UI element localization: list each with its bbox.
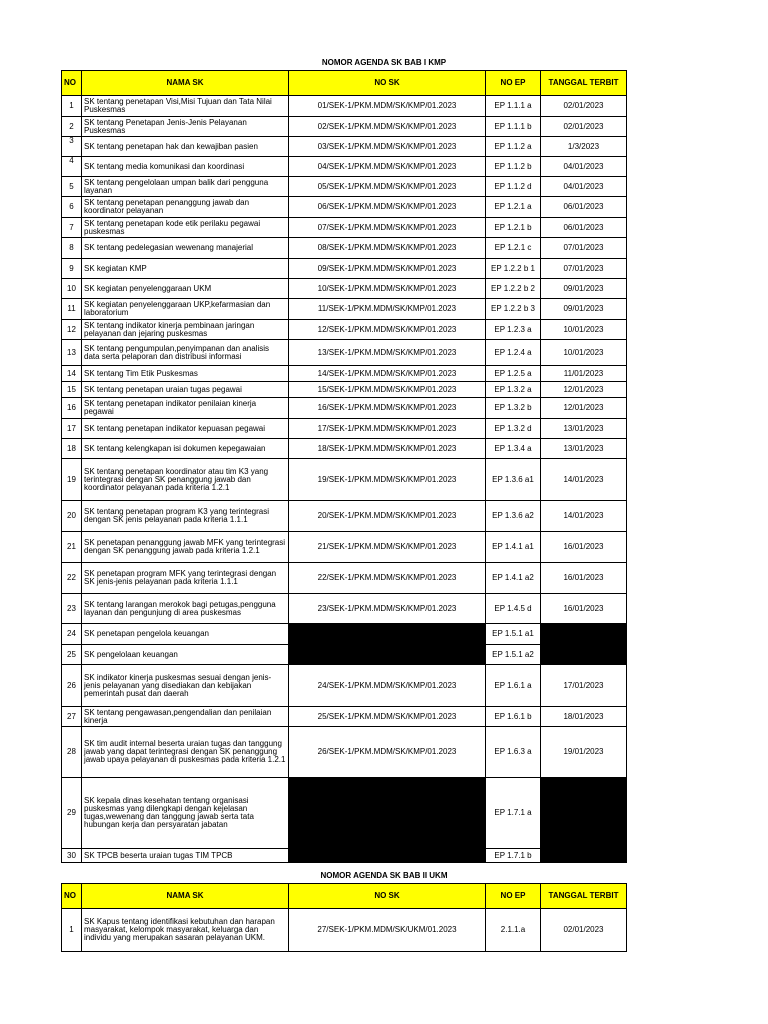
table-row — [62, 117, 627, 137]
cell-no-ep: EP 1.1.1 b — [486, 117, 541, 137]
cell-tanggal-terbit — [541, 778, 627, 849]
cell-nama-sk: SK TPCB beserta uraian tugas TIM TPCB — [82, 849, 289, 863]
table-row — [62, 197, 627, 218]
header-row — [62, 71, 627, 96]
cell-nama-sk: SK kepala dinas kesehatan tentang organisasi puskesmas yang dilengkapi dengan kejelasan tugas,wewenang dan tanggung jawab serta tata hubungan kerja dan persyaratan jabatan — [82, 778, 289, 849]
table-row — [62, 238, 627, 259]
cell-no-ep: 2.1.1.a — [486, 909, 541, 952]
cell-no: 21 — [62, 532, 82, 563]
cell-no: 19 — [62, 459, 82, 501]
cell-nama-sk: SK penetapan pengelola keuangan — [82, 624, 289, 645]
cell-no-ep: EP 1.6.3 a — [486, 727, 541, 778]
cell-no: 18 — [62, 439, 82, 459]
cell-tanggal-terbit — [541, 849, 627, 863]
table-row — [62, 137, 627, 157]
cell-no-sk: 16/SEK-1/PKM.MDM/SK/KMP/01.2023 — [289, 398, 486, 419]
cell-tanggal-terbit: 14/01/2023 — [541, 501, 627, 532]
cell-tanggal-terbit: 18/01/2023 — [541, 707, 627, 727]
cell-no: 15 — [62, 382, 82, 398]
cell-no: 20 — [62, 501, 82, 532]
cell-tanggal-terbit: 04/01/2023 — [541, 177, 627, 197]
cell-tanggal-terbit: 16/01/2023 — [541, 563, 627, 594]
cell-no-ep: EP 1.3.2 d — [486, 419, 541, 439]
table-row — [62, 340, 627, 366]
cell-nama-sk: SK tentang pengumpulan,penyimpanan dan analisis data serta pelaporan dan distribusi informasi — [82, 340, 289, 366]
cell-no-sk: 21/SEK-1/PKM.MDM/SK/KMP/01.2023 — [289, 532, 486, 563]
table-row — [62, 299, 627, 320]
cell-no: 23 — [62, 594, 82, 624]
cell-no: 11 — [62, 299, 82, 320]
cell-no-ep: EP 1.5.1 a2 — [486, 645, 541, 665]
cell-nama-sk: SK tentang media komunikasi dan koordinasi — [82, 157, 289, 177]
cell-no-ep: EP 1.2.2 b 1 — [486, 259, 541, 279]
sk-table-ukm — [61, 883, 627, 952]
cell-nama-sk: SK tentang penetapan Visi,Misi Tujuan dan Tata Nilai Puskesmas — [82, 96, 289, 117]
table-row — [62, 177, 627, 197]
section2-title: NOMOR AGENDA SK BAB II UKM — [320, 871, 448, 880]
header-no: NO — [62, 71, 82, 96]
cell-no: 7 — [62, 218, 82, 238]
cell-no: 14 — [62, 366, 82, 382]
cell-tanggal-terbit: 10/01/2023 — [541, 320, 627, 340]
cell-no-sk: 09/SEK-1/PKM.MDM/SK/KMP/01.2023 — [289, 259, 486, 279]
cell-no: 1 — [62, 909, 82, 952]
header-no: NO — [62, 884, 82, 909]
table-row — [62, 563, 627, 594]
cell-no: 8 — [62, 238, 82, 259]
cell-no-sk: 25/SEK-1/PKM.MDM/SK/KMP/01.2023 — [289, 707, 486, 727]
cell-no-ep: EP 1.2.2 b 2 — [486, 279, 541, 299]
cell-nama-sk: SK tentang penetapan kode etik perilaku pegawai puskesmas — [82, 218, 289, 238]
cell-no-sk: 07/SEK-1/PKM.MDM/SK/KMP/01.2023 — [289, 218, 486, 238]
table-row — [62, 594, 627, 624]
cell-nama-sk: SK penetapan penanggung jawab MFK yang terintegrasi dengan SK penanggung jawab pada kriteria 1.2.1 — [82, 532, 289, 563]
cell-nama-sk: SK penetapan program MFK yang terintegrasi dengan SK jenis-jenis pelayanan pada kriteria 1.1.1 — [82, 563, 289, 594]
cell-no: 6 — [62, 197, 82, 218]
cell-tanggal-terbit: 12/01/2023 — [541, 382, 627, 398]
header-tanggal-terbit: TANGGAL TERBIT — [541, 71, 627, 96]
header-nama-sk: NAMA SK — [82, 71, 289, 96]
header-nama-sk: NAMA SK — [82, 884, 289, 909]
cell-tanggal-terbit: 07/01/2023 — [541, 238, 627, 259]
cell-no: 27 — [62, 707, 82, 727]
cell-tanggal-terbit: 1/3/2023 — [541, 137, 627, 157]
cell-no-sk: 27/SEK-1/PKM.MDM/SK/UKM/01.2023 — [289, 909, 486, 952]
table-row — [62, 665, 627, 707]
table-row — [62, 707, 627, 727]
cell-nama-sk: SK tentang larangan merokok bagi petugas,pengguna layanan dan pengunjung di area puskesmas — [82, 594, 289, 624]
cell-no-sk: 17/SEK-1/PKM.MDM/SK/KMP/01.2023 — [289, 419, 486, 439]
cell-nama-sk: SK tentang penetapan indikator kepuasan pegawai — [82, 419, 289, 439]
cell-nama-sk: SK tentang penetapan penanggung jawab dan koordinator pelayanan — [82, 197, 289, 218]
table-row — [62, 218, 627, 238]
cell-tanggal-terbit: 12/01/2023 — [541, 398, 627, 419]
cell-no-sk: 13/SEK-1/PKM.MDM/SK/KMP/01.2023 — [289, 340, 486, 366]
cell-no: 5 — [62, 177, 82, 197]
cell-no-sk — [289, 624, 486, 645]
cell-no: 25 — [62, 645, 82, 665]
cell-no-sk: 02/SEK-1/PKM.MDM/SK/KMP/01.2023 — [289, 117, 486, 137]
table-row — [62, 419, 627, 439]
cell-no: 13 — [62, 340, 82, 366]
table-row — [62, 320, 627, 340]
cell-nama-sk: SK tentang Penetapan Jenis-Jenis Pelayanan Puskesmas — [82, 117, 289, 137]
cell-tanggal-terbit: 19/01/2023 — [541, 727, 627, 778]
sk-table-kmp — [61, 70, 627, 863]
cell-no-ep: EP 1.3.4 a — [486, 439, 541, 459]
cell-no-ep: EP 1.3.6 a1 — [486, 459, 541, 501]
cell-no-ep: EP 1.1.2 a — [486, 137, 541, 157]
cell-no-sk: 03/SEK-1/PKM.MDM/SK/KMP/01.2023 — [289, 137, 486, 157]
cell-tanggal-terbit: 02/01/2023 — [541, 117, 627, 137]
cell-no-ep: EP 1.1.2 d — [486, 177, 541, 197]
cell-no-ep: EP 1.2.5 a — [486, 366, 541, 382]
cell-no-sk: 24/SEK-1/PKM.MDM/SK/KMP/01.2023 — [289, 665, 486, 707]
cell-nama-sk: SK pengelolaan keuangan — [82, 645, 289, 665]
cell-no: 4 — [62, 157, 82, 177]
cell-no-sk: 11/SEK-1/PKM.MDM/SK/KMP/01.2023 — [289, 299, 486, 320]
cell-no-sk: 22/SEK-1/PKM.MDM/SK/KMP/01.2023 — [289, 563, 486, 594]
cell-no-sk: 05/SEK-1/PKM.MDM/SK/KMP/01.2023 — [289, 177, 486, 197]
table-row — [62, 778, 627, 849]
cell-tanggal-terbit: 17/01/2023 — [541, 665, 627, 707]
cell-nama-sk: SK kegiatan KMP — [82, 259, 289, 279]
table-row — [62, 157, 627, 177]
cell-tanggal-terbit: 14/01/2023 — [541, 459, 627, 501]
table-row — [62, 909, 627, 952]
cell-tanggal-terbit: 13/01/2023 — [541, 419, 627, 439]
cell-no-sk: 14/SEK-1/PKM.MDM/SK/KMP/01.2023 — [289, 366, 486, 382]
cell-tanggal-terbit: 09/01/2023 — [541, 299, 627, 320]
cell-no: 28 — [62, 727, 82, 778]
table-row — [62, 259, 627, 279]
cell-no-sk: 01/SEK-1/PKM.MDM/SK/KMP/01.2023 — [289, 96, 486, 117]
cell-tanggal-terbit: 16/01/2023 — [541, 594, 627, 624]
cell-no: 17 — [62, 419, 82, 439]
cell-no-sk: 12/SEK-1/PKM.MDM/SK/KMP/01.2023 — [289, 320, 486, 340]
table-row — [62, 532, 627, 563]
cell-nama-sk: SK tentang penetapan program K3 yang terintegrasi dengan SK jenis pelayanan pada kriteria 1.1.1 — [82, 501, 289, 532]
header-row — [62, 884, 627, 909]
cell-tanggal-terbit: 10/01/2023 — [541, 340, 627, 366]
cell-no: 22 — [62, 563, 82, 594]
cell-nama-sk: SK kegiatan penyelenggaraan UKM — [82, 279, 289, 299]
table-row — [62, 398, 627, 419]
cell-no-sk: 06/SEK-1/PKM.MDM/SK/KMP/01.2023 — [289, 197, 486, 218]
cell-tanggal-terbit — [541, 645, 627, 665]
cell-no-ep: EP 1.1.2 b — [486, 157, 541, 177]
cell-no-ep: EP 1.4.1 a2 — [486, 563, 541, 594]
cell-no-ep: EP 1.2.3 a — [486, 320, 541, 340]
cell-nama-sk: SK kegiatan penyelenggaraan UKP,kefarmasian dan laboratorium — [82, 299, 289, 320]
cell-no: 24 — [62, 624, 82, 645]
cell-nama-sk: SK tentang pedelegasian wewenang manajerial — [82, 238, 289, 259]
table-row — [62, 382, 627, 398]
cell-no-ep: EP 1.2.1 b — [486, 218, 541, 238]
header-tanggal-terbit: TANGGAL TERBIT — [541, 884, 627, 909]
cell-tanggal-terbit: 07/01/2023 — [541, 259, 627, 279]
cell-no-ep: EP 1.6.1 a — [486, 665, 541, 707]
cell-nama-sk: SK Kapus tentang identifikasi kebutuhan dan harapan masyarakat, kelompok masyarakat, keluarga dan individu yang merupakan sasaran pelayanan UKM. — [82, 909, 289, 952]
cell-no-sk: 20/SEK-1/PKM.MDM/SK/KMP/01.2023 — [289, 501, 486, 532]
cell-tanggal-terbit: 06/01/2023 — [541, 218, 627, 238]
section1-title: NOMOR AGENDA SK BAB I KMP — [321, 58, 447, 67]
cell-nama-sk: SK tentang indikator kinerja pembinaan jaringan pelayanan dan jejaring puskesmas — [82, 320, 289, 340]
cell-no-ep: EP 1.1.1 a — [486, 96, 541, 117]
cell-no-ep: EP 1.2.1 a — [486, 197, 541, 218]
cell-nama-sk: SK tentang penetapan hak dan kewajiban pasien — [82, 137, 289, 157]
header-no-ep: NO EP — [486, 71, 541, 96]
cell-no-ep: EP 1.4.1 a1 — [486, 532, 541, 563]
cell-nama-sk: SK tentang kelengkapan isi dokumen kepegawaian — [82, 439, 289, 459]
cell-nama-sk: SK tentang penetapan koordinator atau tim K3 yang terintegrasi dengan SK penanggung jawab dan koordinator pelayanan pada kriteria 1.2.1 — [82, 459, 289, 501]
cell-nama-sk: SK tentang Tim Etik Puskesmas — [82, 366, 289, 382]
cell-no-ep: EP 1.4.5 d — [486, 594, 541, 624]
cell-tanggal-terbit — [541, 624, 627, 645]
table-row — [62, 501, 627, 532]
cell-no-sk: 10/SEK-1/PKM.MDM/SK/KMP/01.2023 — [289, 279, 486, 299]
cell-no-ep: EP 1.2.2 b 3 — [486, 299, 541, 320]
cell-no-sk: 19/SEK-1/PKM.MDM/SK/KMP/01.2023 — [289, 459, 486, 501]
cell-no: 1 — [62, 96, 82, 117]
cell-no-ep: EP 1.7.1 b — [486, 849, 541, 863]
cell-no: 3 — [62, 137, 82, 157]
cell-tanggal-terbit: 11/01/2023 — [541, 366, 627, 382]
table-row — [62, 96, 627, 117]
cell-nama-sk: SK tentang penetapan indikator penilaian kinerja pegawai — [82, 398, 289, 419]
cell-no-ep: EP 1.2.1 c — [486, 238, 541, 259]
cell-no-ep: EP 1.5.1 a1 — [486, 624, 541, 645]
cell-no-ep: EP 1.7.1 a — [486, 778, 541, 849]
cell-tanggal-terbit: 09/01/2023 — [541, 279, 627, 299]
table-row — [62, 459, 627, 501]
cell-no-ep: EP 1.3.2 b — [486, 398, 541, 419]
cell-no-sk: 26/SEK-1/PKM.MDM/SK/KMP/01.2023 — [289, 727, 486, 778]
cell-no-sk — [289, 778, 486, 849]
cell-no: 29 — [62, 778, 82, 849]
cell-no-sk — [289, 645, 486, 665]
cell-no: 10 — [62, 279, 82, 299]
cell-no: 9 — [62, 259, 82, 279]
header-no-sk: NO SK — [289, 71, 486, 96]
cell-no-sk: 15/SEK-1/PKM.MDM/SK/KMP/01.2023 — [289, 382, 486, 398]
cell-tanggal-terbit: 04/01/2023 — [541, 157, 627, 177]
cell-no-sk: 18/SEK-1/PKM.MDM/SK/KMP/01.2023 — [289, 439, 486, 459]
cell-nama-sk: SK tentang pengelolaan umpan balik dari pengguna layanan — [82, 177, 289, 197]
header-no-ep: NO EP — [486, 884, 541, 909]
cell-no-sk: 04/SEK-1/PKM.MDM/SK/KMP/01.2023 — [289, 157, 486, 177]
cell-no-ep: EP 1.3.6 a2 — [486, 501, 541, 532]
cell-no: 16 — [62, 398, 82, 419]
table-row — [62, 645, 627, 665]
cell-tanggal-terbit: 16/01/2023 — [541, 532, 627, 563]
cell-tanggal-terbit: 02/01/2023 — [541, 96, 627, 117]
table-row — [62, 849, 627, 863]
cell-tanggal-terbit: 13/01/2023 — [541, 439, 627, 459]
cell-no-ep: EP 1.3.2 a — [486, 382, 541, 398]
table-row — [62, 727, 627, 778]
cell-no-sk: 23/SEK-1/PKM.MDM/SK/KMP/01.2023 — [289, 594, 486, 624]
cell-no: 26 — [62, 665, 82, 707]
cell-tanggal-terbit: 02/01/2023 — [541, 909, 627, 952]
cell-no-ep: EP 1.6.1 b — [486, 707, 541, 727]
cell-no-ep: EP 1.2.4 a — [486, 340, 541, 366]
cell-nama-sk: SK tentang pengawasan,pengendalian dan penilaian kinerja — [82, 707, 289, 727]
cell-nama-sk: SK indikator kinerja puskesmas sesuai dengan jenis-jenis pelayanan yang disediakan dan kebijakan pemerintah pusat dan daerah — [82, 665, 289, 707]
table-row — [62, 439, 627, 459]
cell-no: 30 — [62, 849, 82, 863]
cell-nama-sk: SK tentang penetapan uraian tugas pegawai — [82, 382, 289, 398]
table-row — [62, 279, 627, 299]
cell-nama-sk: SK tim audit internal beserta uraian tugas dan tanggung jawab yang dapat terintegrasi dengan SK penanggung jawab upaya pelayanan di puskesmas pada kriteria 1.2.1 — [82, 727, 289, 778]
table-row — [62, 366, 627, 382]
cell-no: 12 — [62, 320, 82, 340]
cell-no: 2 — [62, 117, 82, 137]
cell-no-sk: 08/SEK-1/PKM.MDM/SK/KMP/01.2023 — [289, 238, 486, 259]
table-row — [62, 624, 627, 645]
cell-no-sk — [289, 849, 486, 863]
header-no-sk: NO SK — [289, 884, 486, 909]
cell-tanggal-terbit: 06/01/2023 — [541, 197, 627, 218]
